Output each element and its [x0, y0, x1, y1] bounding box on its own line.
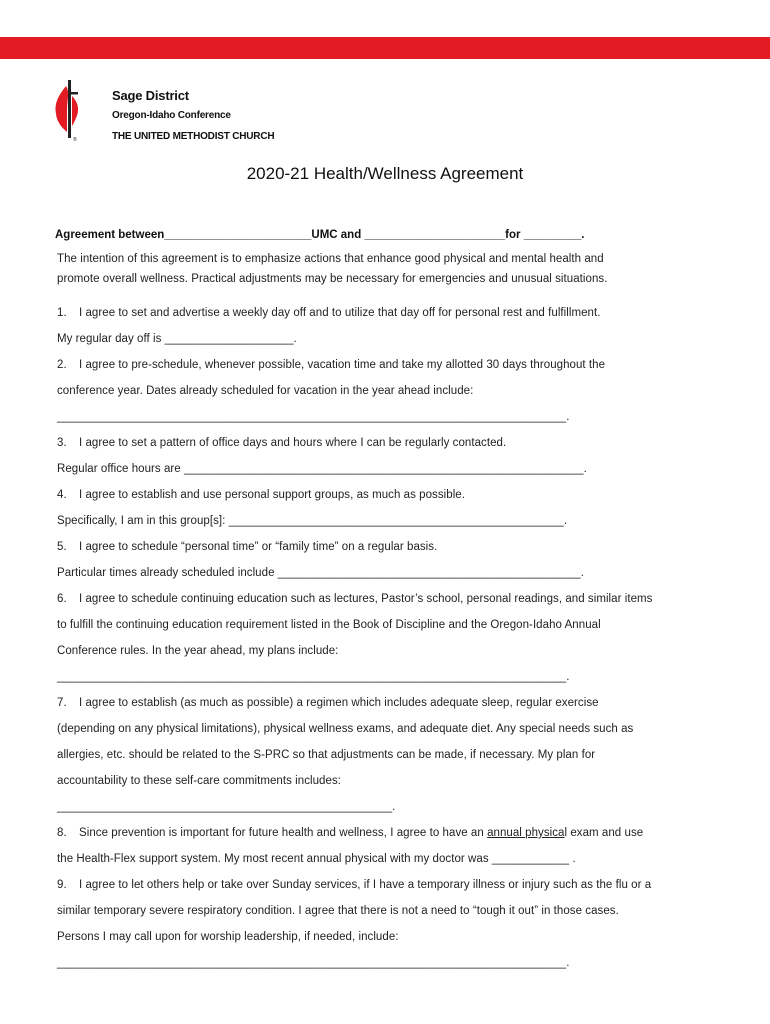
intro-line-2: promote overall wellness. Practical adjustments may be necessary for emergencies and unusual situations.: [57, 273, 608, 285]
item-5-times-field[interactable]: Particular times already scheduled include _______________________________________________.: [57, 567, 584, 579]
item-2-vacation-field[interactable]: _______________________________________________________________________________.: [57, 411, 570, 423]
item-text: I agree to establish (as much as possible) a regimen which includes adequate sleep, regular exercise: [79, 697, 599, 709]
agreement-line: [55, 229, 584, 241]
item-text-end: l exam and use: [564, 827, 644, 839]
item-6: [57, 593, 652, 605]
item-9-continuation-1: similar temporary severe respiratory condition. I agree that there is not a need to “tough it out” in those cases.: [57, 905, 619, 917]
item-4-groups-field[interactable]: Specifically, I am in this group[s]: ____________________________________________________.: [57, 515, 568, 527]
item-number: 4.: [57, 489, 67, 501]
church-name-blank[interactable]: ______________________: [364, 229, 506, 241]
item-7-plan-field[interactable]: ____________________________________________________.: [57, 801, 396, 813]
item-9-continuation-2: Persons I may call upon for worship leadership, if needed, include:: [57, 931, 399, 943]
cross-and-flame-logo-icon: [52, 80, 84, 142]
item-text: I agree to schedule continuing education such as lectures, Pastor’s school, personal readings, and similar items: [79, 593, 653, 605]
item-5: [57, 541, 437, 553]
item-text: I agree to set a pattern of office days and hours where I can be regularly contacted.: [79, 437, 507, 449]
item-1-day-off-field[interactable]: My regular day off is ____________________.: [57, 333, 297, 345]
church-name: THE UNITED METHODIST CHURCH: [112, 131, 275, 142]
item-number: 7.: [57, 697, 67, 709]
item-text: I agree to let others help or take over Sunday services, if I have a temporary illness or injury such as the flu or a: [79, 879, 652, 891]
intro-line-1: The intention of this agreement is to emphasize actions that enhance good physical and mental health and: [57, 253, 604, 265]
pastor-name-blank[interactable]: _______________________: [164, 229, 312, 241]
item-7-continuation-2: allergies, etc. should be related to the S-PRC so that adjustments can be made, if necessary. My plan for: [57, 749, 596, 761]
item-8: [57, 827, 643, 839]
page-title: 2020-21 Health/Wellness Agreement: [246, 164, 524, 183]
annual-physical-underlined: annual physica: [487, 827, 565, 839]
item-text: I agree to set and advertise a weekly day off and to utilize that day off for personal rest and fulfillment.: [79, 307, 601, 319]
item-4: [57, 489, 465, 501]
item-6-plans-field[interactable]: _______________________________________________________________________________.: [57, 671, 570, 683]
item-text: I agree to pre-schedule, whenever possible, vacation time and take my allotted 30 days throughout the: [79, 359, 606, 371]
item-9: [57, 879, 651, 891]
district-name: Sage District: [112, 88, 189, 103]
year-blank[interactable]: _________.: [523, 229, 585, 241]
registered-mark: ®: [73, 137, 77, 142]
item-7-continuation-1: (depending on any physical limitations), physical wellness exams, and adequate diet. Any special needs such as: [57, 723, 634, 735]
item-number: 6.: [57, 593, 67, 605]
item-number: 1.: [57, 307, 67, 319]
item-text: I agree to establish and use personal support groups, as much as possible.: [79, 489, 465, 501]
item-9-persons-field[interactable]: _______________________________________________________________________________.: [57, 957, 570, 969]
conference-name: Oregon-Idaho Conference: [112, 110, 231, 121]
item-3-office-hours-field[interactable]: Regular office hours are ______________________________________________________________.: [57, 463, 587, 475]
item-3: [57, 437, 506, 449]
item-number: 8.: [57, 827, 67, 839]
item-2-continuation: conference year. Dates already scheduled for vacation in the year ahead include:: [57, 385, 474, 397]
item-number: 5.: [57, 541, 67, 553]
agreement-label: Agreement between: [55, 229, 165, 241]
umc-and-text: UMC and: [311, 229, 362, 241]
header-red-bar: [0, 37, 770, 59]
item-8-physical-date-field[interactable]: the Health-Flex support system. My most recent annual physical with my doctor was ____________ .: [57, 853, 576, 865]
item-7: [57, 697, 599, 709]
item-1: [57, 307, 601, 319]
item-2: [57, 359, 605, 371]
item-7-continuation-3: accountability to these self-care commitments includes:: [57, 775, 341, 787]
item-number: 9.: [57, 879, 67, 891]
item-text: Since prevention is important for future health and wellness, I agree to have an: [79, 827, 488, 839]
item-6-continuation-1: to fulfill the continuing education requirement listed in the Book of Discipline and the Oregon-Idaho Annual: [57, 619, 601, 631]
item-number: 2.: [57, 359, 67, 371]
item-6-continuation-2: Conference rules. In the year ahead, my plans include:: [57, 645, 339, 657]
item-number: 3.: [57, 437, 67, 449]
item-text: I agree to schedule “personal time” or “family time” on a regular basis.: [79, 541, 438, 553]
for-text: for: [505, 229, 521, 241]
